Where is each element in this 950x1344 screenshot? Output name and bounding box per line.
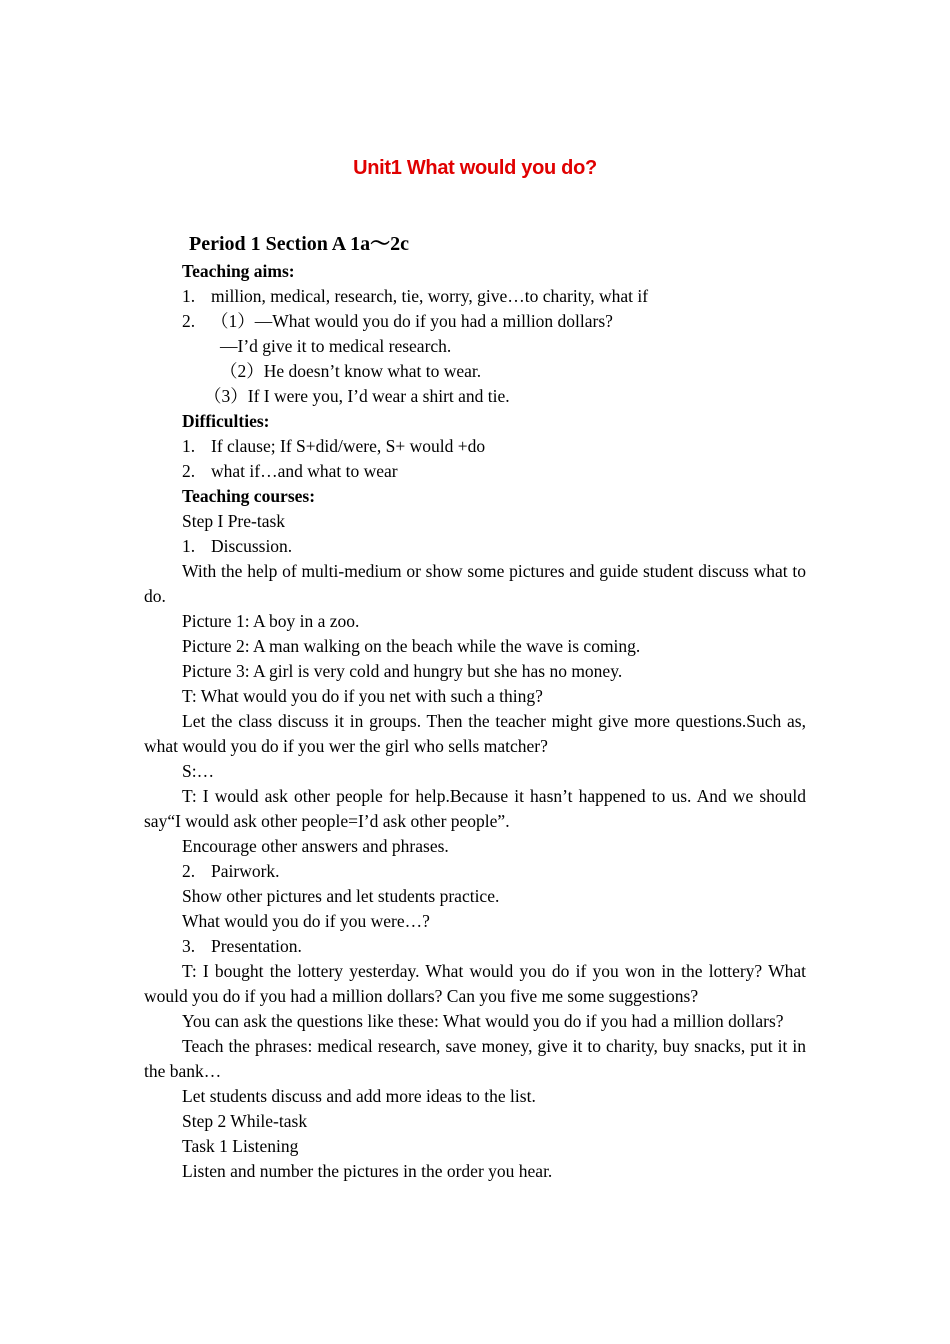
list-number: 1. bbox=[182, 286, 196, 306]
picture-1-line: Picture 1: A boy in a zoo. bbox=[182, 611, 360, 631]
aims-sub-line-1: —I’d give it to medical research. bbox=[220, 336, 452, 356]
aims-item-1 bbox=[144, 284, 806, 309]
document-title: Unit1 What would you do? bbox=[353, 157, 597, 179]
task-1-heading: Task 1 Listening bbox=[182, 1136, 299, 1156]
paragraph-groups: Let the class discuss it in groups. Then the teacher might give more questions.Such as, what would you do if you wer the girl who sells matcher? bbox=[144, 711, 806, 756]
list-text: Discussion. bbox=[211, 536, 293, 556]
teaching-aims-heading: Teaching aims: bbox=[182, 261, 295, 281]
list-text: Presentation. bbox=[211, 936, 302, 956]
picture-3-line: Picture 3: A girl is very cold and hungry but she has no money. bbox=[182, 661, 623, 681]
paragraph-teacher-help: T: I would ask other people for help.Because it hasn’t happened to us. And we should say“I would ask other people=I’d ask other people”. bbox=[144, 786, 806, 831]
aims-sub-line-2: （2）He doesn’t know what to wear. bbox=[220, 361, 482, 381]
what-were-line: What would you do if you were…? bbox=[182, 911, 430, 931]
paragraph-phrases: Teach the phrases: medical research, save money, give it to charity, buy snacks, put it in the bank… bbox=[144, 1036, 806, 1081]
aims-item-2 bbox=[144, 309, 806, 334]
list-text: If clause; If S+did/were, S+ would +do bbox=[211, 436, 486, 456]
list-text: （1）—What would you do if you had a million dollars? bbox=[211, 311, 613, 331]
listen-line: Listen and number the pictures in the order you hear. bbox=[182, 1161, 553, 1181]
list-number: 3. bbox=[182, 936, 196, 956]
student-reply: S:… bbox=[182, 761, 215, 781]
encourage-line: Encourage other answers and phrases. bbox=[182, 836, 449, 856]
courses-item-2 bbox=[144, 859, 806, 884]
list-number: 1. bbox=[182, 436, 196, 456]
courses-item-1 bbox=[144, 534, 806, 559]
difficulties-item-2 bbox=[144, 459, 806, 484]
list-text: Pairwork. bbox=[211, 861, 280, 881]
list-text: what if…and what to wear bbox=[211, 461, 398, 481]
paragraph-ask: You can ask the questions like these: What would you do if you had a million dollars? bbox=[182, 1011, 784, 1031]
list-number: 1. bbox=[182, 536, 196, 556]
teaching-courses-heading: Teaching courses: bbox=[182, 486, 316, 506]
list-text: million, medical, research, tie, worry, give…to charity, what if bbox=[211, 286, 649, 306]
difficulties-heading: Difficulties: bbox=[182, 411, 270, 431]
list-number: 2. bbox=[182, 311, 196, 331]
teacher-question: T: What would you do if you net with such a thing? bbox=[182, 686, 543, 706]
period-heading: Period 1 Section A 1a～2c bbox=[189, 233, 409, 255]
list-number: 2. bbox=[182, 861, 196, 881]
step-1-heading: Step I Pre-task bbox=[182, 511, 286, 531]
show-pictures-line: Show other pictures and let students practice. bbox=[182, 886, 500, 906]
document-body bbox=[144, 229, 806, 1184]
paragraph-discussion: With the help of multi-medium or show some pictures and guide student discuss what to do. bbox=[144, 561, 806, 606]
let-discuss-line: Let students discuss and add more ideas to the list. bbox=[182, 1086, 536, 1106]
picture-2-line: Picture 2: A man walking on the beach while the wave is coming. bbox=[182, 636, 641, 656]
list-number: 2. bbox=[182, 461, 196, 481]
paragraph-lottery: T: I bought the lottery yesterday. What would you do if you won in the lottery? What would you do if you had a million dollars? Can you five me some suggestions? bbox=[144, 961, 806, 1006]
courses-item-3 bbox=[144, 934, 806, 959]
step-2-heading: Step 2 While-task bbox=[182, 1111, 308, 1131]
difficulties-item-1 bbox=[144, 434, 806, 459]
aims-sub-line-3: （3）If I were you, I’d wear a shirt and tie. bbox=[204, 386, 510, 406]
